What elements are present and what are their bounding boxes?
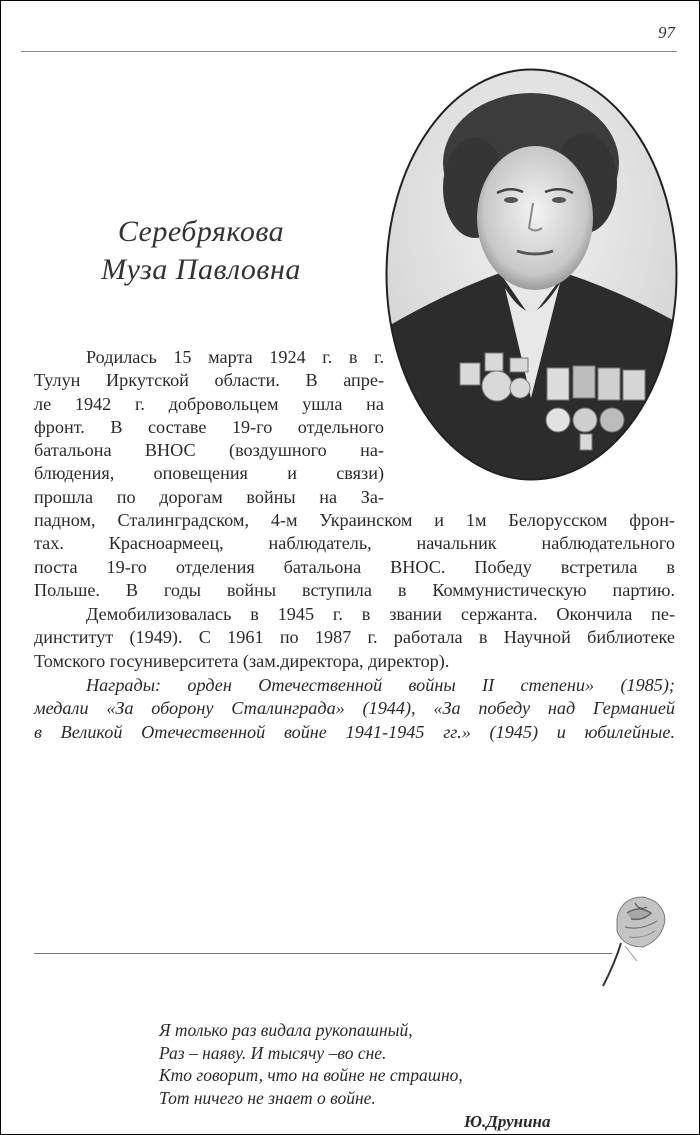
poem-line: Тот ничего не знает о войне. <box>159 1087 376 1108</box>
rose-icon <box>591 891 681 991</box>
text-line: в Великой Отечественной войне 1941-1945 гг.» (1945) и юбилейные. <box>34 721 675 742</box>
text-line: динститут (1949). С 1961 по 1987 г. работала в Научной библиотеке <box>34 627 675 648</box>
poem-line: Кто говорит, что на войне не страшно, <box>159 1065 463 1085</box>
poem-line: Раз – наяву. И тысячу –во сне. <box>159 1042 387 1063</box>
biography-paragraph-1-narrow <box>34 346 384 509</box>
text-line: тах. Красноармеец, наблюдатель, начальник наблюдательного <box>34 533 675 554</box>
person-name <box>61 213 341 289</box>
text-line: батальона ВНОС (воздушного на- <box>34 440 384 461</box>
portrait-photo <box>385 68 678 481</box>
text-line: Родилась 15 марта 1924 г. в г. <box>86 347 384 367</box>
text-line: блюдения, оповещения и связи) <box>34 463 384 484</box>
text-line: ле 1942 г. добровольцем ушла на <box>34 393 384 414</box>
text-line: Польше. В годы войны вступила в Коммунистическую партию. <box>34 579 675 600</box>
awards-paragraph <box>34 674 675 744</box>
surname: Серебрякова <box>117 215 285 248</box>
page-number: 97 <box>658 23 675 42</box>
text-line: Награды: орден Отечественной войны II степени» (1985); <box>86 675 675 695</box>
text-line: Демобилизовалась в 1945 г. в звании сержанта. Окончила пе- <box>86 604 675 624</box>
given-names: Муза Павловна <box>101 253 301 286</box>
text-line: медали «За оборону Сталинграда» (1944), «За победу над Германией <box>34 698 675 719</box>
biography-paragraph-2 <box>34 603 675 673</box>
poem <box>159 1019 463 1109</box>
footer-rule <box>34 953 612 954</box>
text-line: Тулун Иркутской области. В апре- <box>34 370 384 391</box>
text-line: фронт. В составе 19-го отдельного <box>34 416 384 437</box>
text-line: поста 19-го отделения батальона ВНОС. Победу встретила в <box>34 556 675 577</box>
biography-paragraph-1-wide <box>34 509 675 602</box>
header-rule <box>21 51 677 52</box>
text-line: прошла по дорогам войны на За- <box>34 486 384 507</box>
poem-author: Ю.Друнина <box>464 1112 551 1131</box>
text-line: Томского госуниверситета (зам.директора, директор). <box>34 650 450 671</box>
text-line: падном, Сталинградском, 4-м Украинском и 1м Белорусском фрон- <box>34 510 675 530</box>
poem-line: Я только раз видала рукопашный, <box>159 1020 413 1040</box>
